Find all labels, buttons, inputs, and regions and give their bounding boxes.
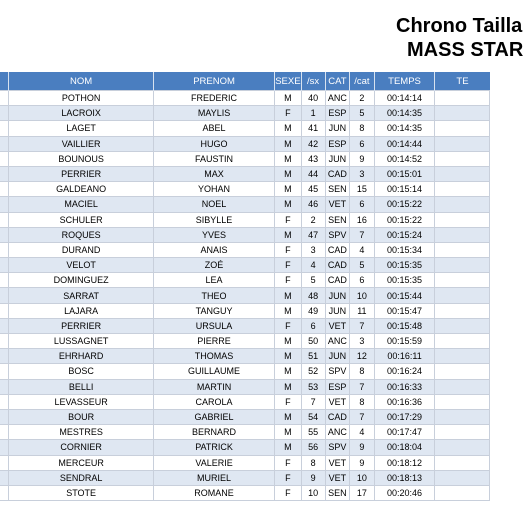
col-header-sexe: SEXE: [275, 72, 301, 91]
prenom-cell: YOHAN: [153, 182, 274, 197]
temps-cell: 00:15:01: [374, 166, 435, 181]
table-row: [0, 364, 490, 379]
dossard-cell: [0, 455, 9, 470]
table-row: [0, 212, 490, 227]
cat-cell: ESP: [325, 106, 350, 121]
cat-cell: ANC: [325, 334, 350, 349]
table-body: [0, 91, 490, 501]
cat-cell: SPV: [325, 364, 350, 379]
table-row: [0, 197, 490, 212]
rank-sex-cell: 54: [301, 409, 325, 424]
prenom-cell: LEA: [153, 273, 274, 288]
table-row: [0, 258, 490, 273]
cat-cell: JUN: [325, 121, 350, 136]
te-cell: [435, 273, 490, 288]
rank-sex-cell: 46: [301, 197, 325, 212]
cat-cell: JUN: [325, 303, 350, 318]
table-row: [0, 409, 490, 424]
table-row: [0, 106, 490, 121]
prenom-cell: NOEL: [153, 197, 274, 212]
te-cell: [435, 242, 490, 257]
dossard-cell: [0, 303, 9, 318]
rank-sex-cell: 1: [301, 106, 325, 121]
temps-cell: 00:14:14: [374, 91, 435, 106]
rank-cat-cell: 5: [350, 258, 374, 273]
sexe-cell: M: [275, 288, 301, 303]
cat-cell: CAD: [325, 409, 350, 424]
rank-cat-cell: 8: [350, 121, 374, 136]
nom-cell: STOTE: [9, 485, 154, 500]
cat-cell: JUN: [325, 151, 350, 166]
prenom-cell: PATRICK: [153, 440, 274, 455]
col-header-te: TE: [435, 72, 490, 91]
te-cell: [435, 349, 490, 364]
col-header-nom: NOM: [9, 72, 154, 91]
rank-sex-cell: 4: [301, 258, 325, 273]
prenom-cell: GABRIEL: [153, 409, 274, 424]
temps-cell: 00:16:36: [374, 394, 435, 409]
table-row: [0, 273, 490, 288]
te-cell: [435, 288, 490, 303]
nom-cell: MERCEUR: [9, 455, 154, 470]
dossard-cell: [0, 91, 9, 106]
te-cell: [435, 182, 490, 197]
nom-cell: LACROIX: [9, 106, 154, 121]
dossard-cell: [0, 136, 9, 151]
page-subtitle: MASS STAR: [407, 39, 523, 61]
cat-cell: ESP: [325, 136, 350, 151]
te-cell: [435, 440, 490, 455]
prenom-cell: ANAIS: [153, 242, 274, 257]
temps-cell: 00:16:24: [374, 364, 435, 379]
temps-cell: 00:16:11: [374, 349, 435, 364]
rank-sex-cell: 9: [301, 470, 325, 485]
te-cell: [435, 106, 490, 121]
te-cell: [435, 197, 490, 212]
te-cell: [435, 121, 490, 136]
temps-cell: 00:18:13: [374, 470, 435, 485]
prenom-cell: VALERIE: [153, 455, 274, 470]
rank-cat-cell: 6: [350, 136, 374, 151]
rank-sex-cell: 44: [301, 166, 325, 181]
te-cell: [435, 151, 490, 166]
table-row: [0, 242, 490, 257]
prenom-cell: ROMANE: [153, 485, 274, 500]
dossard-cell: [0, 470, 9, 485]
sexe-cell: M: [275, 136, 301, 151]
rank-sex-cell: 48: [301, 288, 325, 303]
cat-cell: VET: [325, 470, 350, 485]
rank-cat-cell: 10: [350, 470, 374, 485]
sexe-cell: M: [275, 151, 301, 166]
cat-cell: VET: [325, 197, 350, 212]
sexe-cell: M: [275, 409, 301, 424]
cat-cell: CAD: [325, 242, 350, 257]
cat-cell: ANC: [325, 91, 350, 106]
nom-cell: POTHON: [9, 91, 154, 106]
prenom-cell: SIBYLLE: [153, 212, 274, 227]
prenom-cell: THOMAS: [153, 349, 274, 364]
table-row: [0, 318, 490, 333]
table-row: [0, 379, 490, 394]
temps-cell: 00:17:47: [374, 425, 435, 440]
table-row: [0, 121, 490, 136]
prenom-cell: ZOÉ: [153, 258, 274, 273]
cat-cell: CAD: [325, 166, 350, 181]
rank-cat-cell: 7: [350, 318, 374, 333]
dossard-cell: [0, 106, 9, 121]
dossard-cell: [0, 197, 9, 212]
temps-cell: 00:15:44: [374, 288, 435, 303]
rank-cat-cell: 15: [350, 182, 374, 197]
rank-sex-cell: 42: [301, 136, 325, 151]
sexe-cell: F: [275, 258, 301, 273]
sexe-cell: F: [275, 485, 301, 500]
prenom-cell: URSULA: [153, 318, 274, 333]
sexe-cell: M: [275, 227, 301, 242]
rank-sex-cell: 50: [301, 334, 325, 349]
dossard-cell: [0, 166, 9, 181]
dossard-cell: [0, 151, 9, 166]
temps-cell: 00:14:35: [374, 106, 435, 121]
dossard-cell: [0, 212, 9, 227]
rank-sex-cell: 45: [301, 182, 325, 197]
col-header-rank-sex: /sx: [301, 72, 325, 91]
te-cell: [435, 212, 490, 227]
nom-cell: BELLI: [9, 379, 154, 394]
nom-cell: LEVASSEUR: [9, 394, 154, 409]
prenom-cell: YVES: [153, 227, 274, 242]
prenom-cell: HUGO: [153, 136, 274, 151]
nom-cell: VAILLIER: [9, 136, 154, 151]
prenom-cell: MARTIN: [153, 379, 274, 394]
te-cell: [435, 485, 490, 500]
table-row: [0, 485, 490, 500]
dossard-cell: [0, 364, 9, 379]
rank-cat-cell: 17: [350, 485, 374, 500]
col-header-dossard: [0, 72, 9, 91]
nom-cell: DURAND: [9, 242, 154, 257]
dossard-cell: [0, 288, 9, 303]
te-cell: [435, 470, 490, 485]
sexe-cell: M: [275, 91, 301, 106]
rank-sex-cell: 53: [301, 379, 325, 394]
table-row: [0, 425, 490, 440]
rank-sex-cell: 40: [301, 91, 325, 106]
rank-cat-cell: 10: [350, 288, 374, 303]
nom-cell: PERRIER: [9, 318, 154, 333]
rank-sex-cell: 7: [301, 394, 325, 409]
prenom-cell: CAROLA: [153, 394, 274, 409]
temps-cell: 00:15:47: [374, 303, 435, 318]
rank-cat-cell: 7: [350, 379, 374, 394]
nom-cell: LAGET: [9, 121, 154, 136]
page-title: Chrono Tailla: [396, 15, 523, 37]
te-cell: [435, 227, 490, 242]
sexe-cell: M: [275, 379, 301, 394]
rank-sex-cell: 52: [301, 364, 325, 379]
cat-cell: SPV: [325, 227, 350, 242]
sexe-cell: M: [275, 166, 301, 181]
sexe-cell: F: [275, 455, 301, 470]
sexe-cell: M: [275, 182, 301, 197]
rank-cat-cell: 7: [350, 409, 374, 424]
dossard-cell: [0, 318, 9, 333]
rank-cat-cell: 6: [350, 197, 374, 212]
table-row: [0, 455, 490, 470]
rank-cat-cell: 5: [350, 106, 374, 121]
prenom-cell: FAUSTIN: [153, 151, 274, 166]
te-cell: [435, 258, 490, 273]
table-row: [0, 349, 490, 364]
table-row: [0, 440, 490, 455]
temps-cell: 00:15:24: [374, 227, 435, 242]
nom-cell: DOMINGUEZ: [9, 273, 154, 288]
prenom-cell: MAX: [153, 166, 274, 181]
temps-cell: 00:18:12: [374, 455, 435, 470]
table-row: [0, 91, 490, 106]
cat-cell: VET: [325, 394, 350, 409]
dossard-cell: [0, 349, 9, 364]
table-row: [0, 136, 490, 151]
rank-cat-cell: 4: [350, 425, 374, 440]
sexe-cell: F: [275, 273, 301, 288]
sexe-cell: M: [275, 349, 301, 364]
table-row: [0, 182, 490, 197]
table-row: [0, 166, 490, 181]
temps-cell: 00:15:34: [374, 242, 435, 257]
col-header-cat: CAT: [325, 72, 350, 91]
cat-cell: SEN: [325, 182, 350, 197]
sexe-cell: F: [275, 106, 301, 121]
nom-cell: MESTRES: [9, 425, 154, 440]
te-cell: [435, 303, 490, 318]
cat-cell: JUN: [325, 349, 350, 364]
temps-cell: 00:15:14: [374, 182, 435, 197]
prenom-cell: TANGUY: [153, 303, 274, 318]
te-cell: [435, 334, 490, 349]
nom-cell: ROQUES: [9, 227, 154, 242]
nom-cell: LUSSAGNET: [9, 334, 154, 349]
nom-cell: PERRIER: [9, 166, 154, 181]
rank-sex-cell: 55: [301, 425, 325, 440]
rank-sex-cell: 51: [301, 349, 325, 364]
dossard-cell: [0, 273, 9, 288]
rank-sex-cell: 49: [301, 303, 325, 318]
rank-sex-cell: 3: [301, 242, 325, 257]
sexe-cell: M: [275, 364, 301, 379]
table-row: [0, 470, 490, 485]
nom-cell: SCHULER: [9, 212, 154, 227]
sexe-cell: F: [275, 242, 301, 257]
sexe-cell: F: [275, 394, 301, 409]
dossard-cell: [0, 334, 9, 349]
dossard-cell: [0, 379, 9, 394]
te-cell: [435, 166, 490, 181]
cat-cell: SEN: [325, 212, 350, 227]
dossard-cell: [0, 182, 9, 197]
te-cell: [435, 91, 490, 106]
rank-sex-cell: 6: [301, 318, 325, 333]
temps-cell: 00:15:22: [374, 212, 435, 227]
prenom-cell: MURIEL: [153, 470, 274, 485]
rank-sex-cell: 5: [301, 273, 325, 288]
nom-cell: SARRAT: [9, 288, 154, 303]
te-cell: [435, 379, 490, 394]
prenom-cell: PIERRE: [153, 334, 274, 349]
cat-cell: CAD: [325, 273, 350, 288]
table-row: [0, 288, 490, 303]
temps-cell: 00:14:52: [374, 151, 435, 166]
nom-cell: CORNIER: [9, 440, 154, 455]
results-table: [0, 72, 490, 501]
cat-cell: JUN: [325, 288, 350, 303]
prenom-cell: MAYLIS: [153, 106, 274, 121]
dossard-cell: [0, 121, 9, 136]
prenom-cell: THEO: [153, 288, 274, 303]
dossard-cell: [0, 409, 9, 424]
nom-cell: GALDEANO: [9, 182, 154, 197]
rank-cat-cell: 16: [350, 212, 374, 227]
rank-sex-cell: 8: [301, 455, 325, 470]
rank-cat-cell: 3: [350, 166, 374, 181]
prenom-cell: ABEL: [153, 121, 274, 136]
rank-sex-cell: 56: [301, 440, 325, 455]
temps-cell: 00:18:04: [374, 440, 435, 455]
table-row: [0, 151, 490, 166]
nom-cell: SENDRAL: [9, 470, 154, 485]
temps-cell: 00:14:35: [374, 121, 435, 136]
te-cell: [435, 455, 490, 470]
cat-cell: SEN: [325, 485, 350, 500]
cat-cell: ANC: [325, 425, 350, 440]
sexe-cell: M: [275, 440, 301, 455]
table-row: [0, 394, 490, 409]
cat-cell: ESP: [325, 379, 350, 394]
temps-cell: 00:17:29: [374, 409, 435, 424]
dossard-cell: [0, 485, 9, 500]
cat-cell: CAD: [325, 258, 350, 273]
rank-cat-cell: 7: [350, 227, 374, 242]
sexe-cell: M: [275, 425, 301, 440]
rank-cat-cell: 6: [350, 273, 374, 288]
te-cell: [435, 409, 490, 424]
prenom-cell: BERNARD: [153, 425, 274, 440]
col-header-rank-cat: /cat: [350, 72, 374, 91]
dossard-cell: [0, 394, 9, 409]
temps-cell: 00:15:59: [374, 334, 435, 349]
temps-cell: 00:15:22: [374, 197, 435, 212]
dossard-cell: [0, 227, 9, 242]
cat-cell: SPV: [325, 440, 350, 455]
sexe-cell: F: [275, 212, 301, 227]
te-cell: [435, 136, 490, 151]
sexe-cell: F: [275, 470, 301, 485]
header-row: [0, 72, 490, 91]
rank-cat-cell: 12: [350, 349, 374, 364]
temps-cell: 00:16:33: [374, 379, 435, 394]
prenom-cell: GUILLAUME: [153, 364, 274, 379]
dossard-cell: [0, 425, 9, 440]
dossard-cell: [0, 440, 9, 455]
dossard-cell: [0, 242, 9, 257]
rank-cat-cell: 11: [350, 303, 374, 318]
table-row: [0, 227, 490, 242]
rank-cat-cell: 9: [350, 440, 374, 455]
temps-cell: 00:20:46: [374, 485, 435, 500]
te-cell: [435, 318, 490, 333]
nom-cell: VELOT: [9, 258, 154, 273]
te-cell: [435, 425, 490, 440]
rank-cat-cell: 4: [350, 242, 374, 257]
prenom-cell: FREDERIC: [153, 91, 274, 106]
rank-sex-cell: 2: [301, 212, 325, 227]
temps-cell: 00:15:35: [374, 258, 435, 273]
cat-cell: VET: [325, 455, 350, 470]
te-cell: [435, 364, 490, 379]
sexe-cell: M: [275, 197, 301, 212]
sexe-cell: M: [275, 121, 301, 136]
table-row: [0, 303, 490, 318]
cat-cell: VET: [325, 318, 350, 333]
nom-cell: EHRHARD: [9, 349, 154, 364]
sexe-cell: M: [275, 334, 301, 349]
rank-cat-cell: 8: [350, 394, 374, 409]
rank-cat-cell: 8: [350, 364, 374, 379]
dossard-cell: [0, 258, 9, 273]
sexe-cell: M: [275, 303, 301, 318]
table-row: [0, 334, 490, 349]
rank-sex-cell: 10: [301, 485, 325, 500]
temps-cell: 00:15:35: [374, 273, 435, 288]
rank-cat-cell: 9: [350, 151, 374, 166]
nom-cell: BOUR: [9, 409, 154, 424]
rank-cat-cell: 3: [350, 334, 374, 349]
nom-cell: BOUNOUS: [9, 151, 154, 166]
nom-cell: MACIEL: [9, 197, 154, 212]
te-cell: [435, 394, 490, 409]
temps-cell: 00:15:48: [374, 318, 435, 333]
nom-cell: BOSC: [9, 364, 154, 379]
col-header-prenom: PRENOM: [153, 72, 274, 91]
col-header-temps: TEMPS: [374, 72, 435, 91]
rank-sex-cell: 47: [301, 227, 325, 242]
temps-cell: 00:14:44: [374, 136, 435, 151]
rank-cat-cell: 2: [350, 91, 374, 106]
rank-cat-cell: 9: [350, 455, 374, 470]
nom-cell: LAJARA: [9, 303, 154, 318]
rank-sex-cell: 41: [301, 121, 325, 136]
sexe-cell: F: [275, 318, 301, 333]
rank-sex-cell: 43: [301, 151, 325, 166]
